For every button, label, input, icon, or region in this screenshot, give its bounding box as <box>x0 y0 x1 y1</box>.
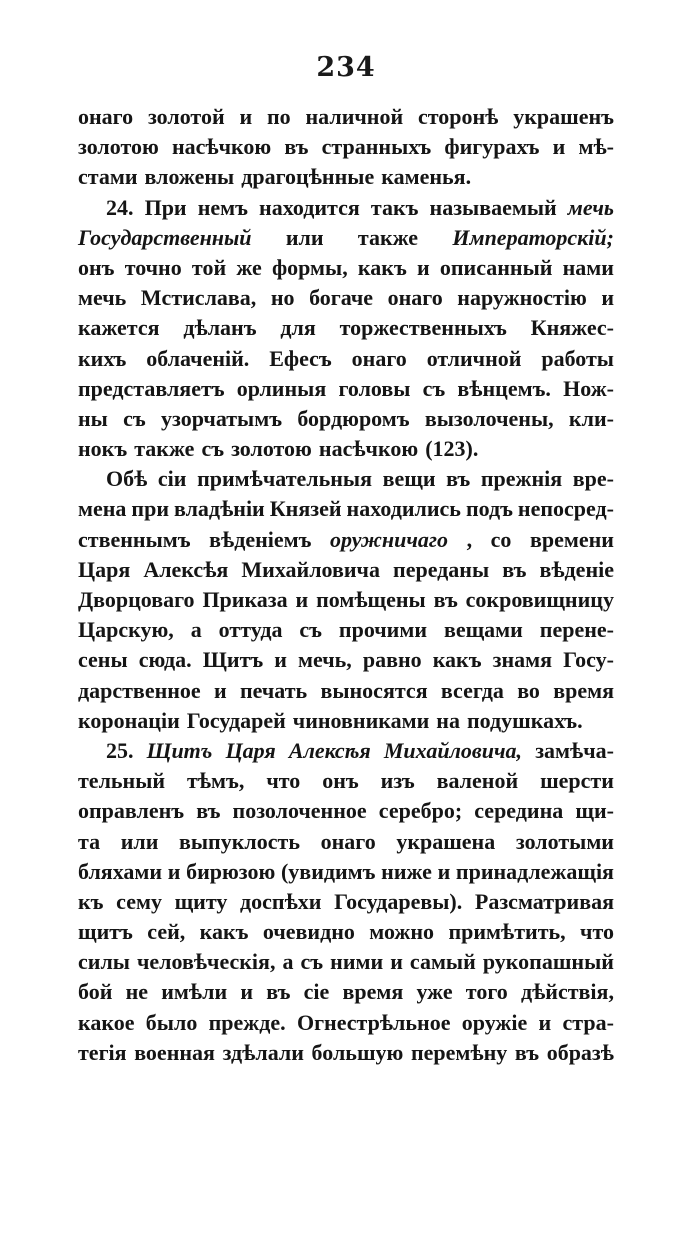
word: какое <box>78 1009 135 1035</box>
text-line <box>78 736 614 766</box>
word: оттуда <box>218 617 283 643</box>
word: Огнестрѣльное <box>296 1009 451 1035</box>
text-line <box>78 796 614 826</box>
word: бляхами <box>78 858 163 884</box>
word: же <box>236 254 262 280</box>
word: принадлежащія <box>455 858 614 884</box>
word: стами <box>78 164 138 190</box>
word: описанный <box>439 254 553 280</box>
word: щитъ <box>78 919 133 945</box>
word: къ <box>78 888 104 914</box>
text-line <box>78 676 614 706</box>
word: драгоцѣнные <box>241 164 375 190</box>
word: перене- <box>539 617 614 643</box>
word: Князей <box>269 496 342 522</box>
word: Царскую, <box>78 617 174 643</box>
word: серебро; <box>378 798 463 824</box>
word: Ефесъ <box>269 345 332 371</box>
word: прежнія <box>480 466 563 492</box>
word: какъ <box>357 254 407 280</box>
word: также <box>357 224 419 250</box>
word: вещи <box>382 466 436 492</box>
word: и <box>538 1009 552 1035</box>
word: перемѣну <box>410 1039 508 1065</box>
text-line <box>78 947 614 977</box>
italic-word: Государственный <box>78 224 252 250</box>
text-line <box>78 977 614 1007</box>
word: непосред- <box>517 496 614 522</box>
word: золотой <box>147 104 225 129</box>
text-line <box>78 857 614 887</box>
word: также <box>134 436 195 462</box>
word: выпуклость <box>179 828 300 854</box>
word: золотыми <box>515 828 614 854</box>
text-line <box>78 404 614 434</box>
word: сіи <box>157 466 187 492</box>
word: а <box>190 617 202 643</box>
italic-word: Императорскій; <box>452 224 614 250</box>
text-line <box>78 344 614 374</box>
word: Дворцоваго <box>78 587 195 612</box>
word: сему <box>116 888 162 914</box>
text-line <box>78 525 614 555</box>
word: находились <box>346 496 461 522</box>
word: позолоченное <box>232 798 367 824</box>
word: немъ <box>197 194 248 220</box>
word: мѣ- <box>578 134 614 160</box>
word: всегда <box>440 677 504 703</box>
italic-word: Щитъ <box>146 737 213 763</box>
word: въ <box>266 979 291 1005</box>
word: прочими <box>338 617 428 643</box>
word: дѣланъ <box>183 315 257 341</box>
word: въ <box>502 556 527 582</box>
word: очевидно <box>262 919 355 945</box>
text-line <box>78 585 614 615</box>
word: (увидимъ <box>280 858 376 884</box>
word: Алексѣя <box>143 556 229 582</box>
word: середина <box>474 798 564 824</box>
italic-word: Михайловича, <box>383 737 523 763</box>
word: и <box>167 858 181 884</box>
text-line <box>78 464 614 494</box>
word: не <box>125 979 149 1005</box>
text-line <box>78 917 614 947</box>
text-line <box>78 374 614 404</box>
word: Мстислава, <box>140 285 257 311</box>
text-line <box>78 223 614 253</box>
word: сокровищницу <box>465 587 614 612</box>
text-line <box>78 162 614 192</box>
word: тѣмъ, <box>187 768 245 794</box>
word: тегія <box>78 1039 127 1065</box>
word: и <box>214 677 227 703</box>
body-text <box>78 102 614 1068</box>
word: вре- <box>572 466 614 492</box>
word: ними <box>330 949 384 975</box>
word: со <box>490 526 512 552</box>
word: имѣли <box>161 979 228 1005</box>
word: дарственное <box>78 677 201 703</box>
text-line <box>78 1008 614 1038</box>
word: по <box>266 104 291 129</box>
word: бордюромъ <box>297 405 410 431</box>
word: для <box>280 315 316 341</box>
word: орлиныя <box>236 375 327 401</box>
word: въ <box>433 587 458 612</box>
word: переданы <box>393 556 490 582</box>
word: онаго <box>351 345 407 371</box>
word: кажется <box>78 315 160 341</box>
word: Государей <box>186 707 286 733</box>
text-line <box>78 766 614 796</box>
word: подъ <box>465 496 513 522</box>
word: человѣческія, <box>137 949 276 975</box>
word: щи- <box>575 798 614 824</box>
text-line <box>78 615 614 645</box>
text-line <box>78 645 614 675</box>
word: во <box>517 677 540 703</box>
word: времени <box>529 526 614 552</box>
italic-word: мечь <box>567 194 614 220</box>
word: рукопашный <box>482 949 614 975</box>
italic-word: Царя <box>225 737 276 763</box>
word: узорчатымъ <box>161 405 283 431</box>
italic-word: оружничаго <box>330 526 449 552</box>
word: оправленъ <box>78 798 185 824</box>
word: а <box>282 949 294 975</box>
word: равно <box>362 647 422 673</box>
text-line <box>78 253 614 283</box>
word: образѣ <box>546 1039 614 1065</box>
word: насѣчкою <box>318 436 419 462</box>
word: изъ <box>380 768 415 794</box>
word: , <box>466 526 473 552</box>
word: Царя <box>78 556 131 582</box>
word: головы <box>338 375 411 401</box>
word: большую <box>311 1039 404 1065</box>
word: того <box>465 979 508 1005</box>
word: дѣйствія, <box>520 979 614 1005</box>
word: время <box>342 979 404 1005</box>
word: съ <box>299 617 322 643</box>
word: коронаціи <box>78 707 180 733</box>
word: 25. <box>106 737 134 763</box>
word: При <box>144 194 187 220</box>
text-line <box>78 434 614 464</box>
word: прежде. <box>208 1009 286 1035</box>
word: Щитъ <box>202 647 264 673</box>
word: шерсти <box>540 768 614 794</box>
word: владѣніи <box>174 496 265 522</box>
text-line <box>78 132 614 162</box>
word: нами <box>562 254 614 280</box>
word: замѣча- <box>535 737 614 763</box>
word: вещами <box>443 617 523 643</box>
word: и <box>601 285 614 311</box>
word: и <box>552 134 566 160</box>
word: какъ <box>199 919 249 945</box>
word: украшенъ <box>513 104 614 129</box>
word: самый <box>409 949 476 975</box>
word: точно <box>124 254 182 280</box>
text-line <box>78 706 614 736</box>
word: та <box>78 828 101 854</box>
word: или <box>120 828 159 854</box>
word: съ <box>300 949 324 975</box>
word: съ <box>201 436 225 462</box>
word: сены <box>78 647 128 673</box>
word: онаго <box>387 285 443 311</box>
word: украшена <box>396 828 496 854</box>
word: силы <box>78 949 130 975</box>
word: называемый <box>429 194 557 220</box>
word: такъ <box>370 194 419 220</box>
text-line <box>78 1038 614 1068</box>
word: помѣщены <box>316 587 426 612</box>
word: наличной <box>305 104 404 129</box>
word: военная <box>134 1039 215 1065</box>
word: и <box>239 104 253 129</box>
word: какъ <box>432 647 482 673</box>
word: и <box>437 858 451 884</box>
word: и <box>274 647 287 673</box>
word: Михайловича <box>241 556 380 582</box>
word: мечь <box>78 285 127 311</box>
word: или <box>285 224 324 250</box>
word: работы <box>541 345 614 371</box>
word: Нож- <box>563 375 614 401</box>
word: находится <box>259 194 360 220</box>
word: уже <box>416 979 453 1005</box>
word: Княжес- <box>530 315 614 341</box>
word: но <box>270 285 295 311</box>
word: насѣчкою <box>171 134 272 160</box>
word: каменья. <box>381 164 472 190</box>
text-line <box>78 193 614 223</box>
word: фигурахъ <box>444 134 540 160</box>
word: было <box>145 1009 198 1035</box>
word: знамя <box>492 647 553 673</box>
word: странныхъ <box>321 134 432 160</box>
word: 24. <box>106 194 134 220</box>
word: вложены <box>144 164 235 190</box>
word: вѣнцемъ. <box>457 375 551 401</box>
word: торжественныхъ <box>339 315 507 341</box>
word: онъ <box>322 768 359 794</box>
word: представляетъ <box>78 375 225 401</box>
text-line <box>78 283 614 313</box>
word: здѣлали <box>222 1039 304 1065</box>
word: золотою <box>231 436 312 462</box>
word: въ <box>196 798 221 824</box>
word: доспѣхи <box>240 888 322 914</box>
word: золотою <box>78 134 159 160</box>
word: Приказа <box>202 587 288 612</box>
word: ниже <box>381 858 432 884</box>
word: оружіе <box>461 1009 528 1035</box>
word: печать <box>239 677 308 703</box>
word: щиту <box>174 888 228 914</box>
word: что <box>580 919 614 945</box>
word: и <box>390 949 403 975</box>
page-number: 234 <box>316 52 376 83</box>
word: подушкахъ. <box>467 707 583 733</box>
word: примѣчательныя <box>197 466 372 492</box>
word: время <box>553 677 614 703</box>
word: мечь, <box>298 647 352 673</box>
word: ственнымъ <box>78 526 191 552</box>
word: сей, <box>147 919 186 945</box>
word: на <box>436 707 460 733</box>
word: Обѣ <box>106 466 148 492</box>
word: и <box>295 587 309 612</box>
word: съ <box>123 405 146 431</box>
text-line <box>78 102 614 132</box>
word: вѣденіе <box>539 556 614 582</box>
word: формы, <box>271 254 348 280</box>
word: валеной <box>436 768 519 794</box>
word: Госу- <box>563 647 614 673</box>
text-line <box>78 313 614 343</box>
word: сторонѣ <box>417 104 499 129</box>
word: кли- <box>568 405 614 431</box>
word: Государевы). <box>334 888 463 914</box>
word: сюда. <box>138 647 192 673</box>
word: богаче <box>309 285 374 311</box>
word: въ <box>514 1039 540 1065</box>
word: въ <box>284 134 309 160</box>
word: стра- <box>562 1009 614 1035</box>
word: и <box>240 979 254 1005</box>
word: Разсматривая <box>474 888 614 914</box>
word: примѣтить, <box>448 919 566 945</box>
word: нокъ <box>78 436 128 462</box>
word: что <box>266 768 301 794</box>
text-line <box>78 887 614 917</box>
word: онаго <box>78 104 134 129</box>
word: облаченій. <box>146 345 250 371</box>
word: онъ <box>78 254 115 280</box>
word: мена <box>78 496 127 522</box>
word: той <box>191 254 227 280</box>
word: вызолочены, <box>424 405 554 431</box>
word: при <box>131 496 170 522</box>
word: ны <box>78 405 108 431</box>
word: выносятся <box>320 677 428 703</box>
word: съ <box>422 375 446 401</box>
word: въ <box>446 466 471 492</box>
word: тельный <box>78 768 166 794</box>
text-line <box>78 555 614 585</box>
word: вѣденіемъ <box>209 526 312 552</box>
word: можно <box>369 919 435 945</box>
word: бирюзою <box>186 858 276 884</box>
word: сіе <box>303 979 330 1005</box>
word: отличной <box>426 345 522 371</box>
word: и <box>416 254 430 280</box>
italic-word: Алексѣя <box>288 737 371 763</box>
word: наружностію <box>457 285 587 311</box>
word: онаго <box>320 828 376 854</box>
word: бой <box>78 979 113 1005</box>
word: кихъ <box>78 345 127 371</box>
text-line <box>78 494 614 524</box>
word: чиновниками <box>292 707 430 733</box>
text-line <box>78 827 614 857</box>
word: (123). <box>425 436 479 462</box>
